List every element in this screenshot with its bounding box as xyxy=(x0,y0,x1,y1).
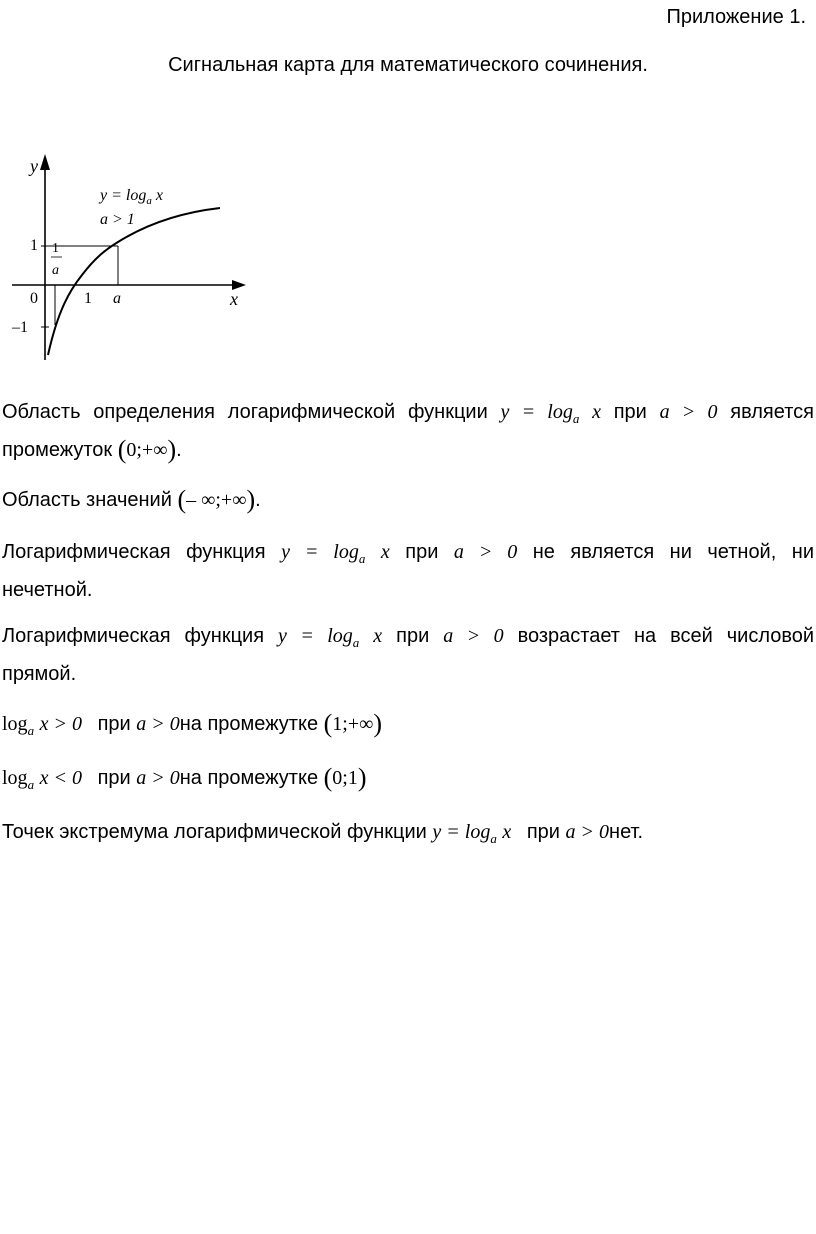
tick-label-y-one: 1 xyxy=(30,237,38,254)
graph-formula: $y = \log_a x$ xyxy=(100,187,163,207)
x-axis-label: x xyxy=(230,289,238,309)
tick-label-a: a xyxy=(113,290,121,307)
paragraph-range: Область значений (– ∞;+∞). xyxy=(2,485,261,514)
origin-label: 0 xyxy=(30,290,38,307)
page-title: Сигнальная карта для математического сочинения. xyxy=(168,54,648,76)
tick-label-frac-num: 1 xyxy=(52,241,59,256)
paragraph-monotonic: Логарифмическая функция $y = \log_a x$ при a > 0 возрастает на всей числовой xyxy=(2,625,815,650)
tick-label-frac-den: a xyxy=(52,263,59,278)
appendix-label: Приложение 1. xyxy=(666,6,806,28)
y-axis-label: y xyxy=(30,156,38,176)
paragraph-parity: Логарифмическая функция $y = \log_a x$ при a > 0 не является ни четной, ни xyxy=(2,541,814,566)
paragraph-parity-line2: нечетной. xyxy=(2,579,93,601)
tick-label-minus-one: –1 xyxy=(12,319,28,336)
paragraph-domain-line2: промежуток (0;+∞). xyxy=(2,435,182,464)
graph-condition: a > 1 xyxy=(100,211,135,228)
tick-label-x-one: 1 xyxy=(84,290,92,307)
y-axis-arrow xyxy=(40,154,50,170)
log-curve xyxy=(48,208,220,355)
log-function-graph xyxy=(0,150,260,365)
paragraph-negative: $\log_a x < 0$ при a > 0на промежутке (0;1) xyxy=(2,763,367,792)
paragraph-positive: $\log_a x > 0$ при a > 0на промежутке (1;+∞) xyxy=(2,709,383,738)
paragraph-monotonic-line2: прямой. xyxy=(2,663,77,685)
paragraph-extremum: Точек экстремума логарифмической функции $y = \log_a x$ при a > 0нет. xyxy=(2,821,644,846)
paragraph-domain: Область определения логарифмической функции $y = \log_a x$ при a > 0 является xyxy=(2,401,814,426)
